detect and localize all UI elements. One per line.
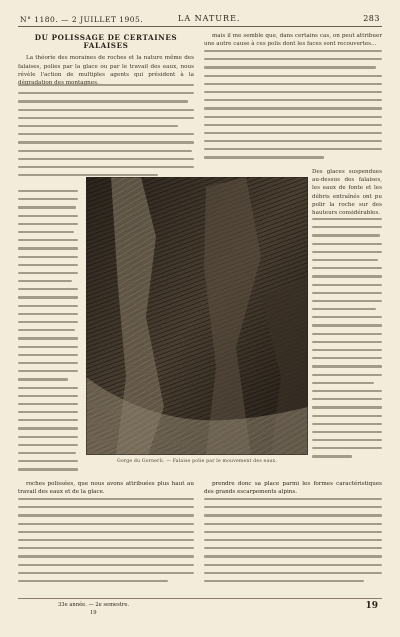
lower-left-paragraph: roches polissées, que nous avons attribuées plus haut au travail des eaux et de la glace. bbox=[18, 481, 194, 496]
page-number: 283 bbox=[363, 14, 380, 23]
page-footer bbox=[18, 598, 382, 619]
right-middle-paragraph: Des glaces suspendues au-dessus des falaises, les eaux de fonte et les débris entraînés ont pu polir la roche sur des hauteurs considérables. bbox=[312, 169, 382, 217]
article-title: DU POLISSAGE DE CERTAINES FALAISES bbox=[34, 33, 178, 51]
journal-page bbox=[18, 10, 382, 632]
falaise-engraving-figure bbox=[86, 177, 308, 464]
lower-left-text-block bbox=[18, 498, 194, 588]
volume-line: 33e année. — 2e semestre. bbox=[58, 602, 130, 608]
journal-name: LA NATURE. bbox=[178, 14, 241, 23]
right-narrow-text-block bbox=[312, 218, 382, 464]
page-header bbox=[18, 10, 382, 27]
right-top-paragraph: mais il me semble que, dans certains cas, on peut attribuer une autre cause à ces polis dont les faces sont recouvertes... bbox=[204, 33, 382, 48]
lower-left-column bbox=[18, 480, 194, 496]
lower-right-column bbox=[204, 480, 382, 496]
footer-page-number: 19 bbox=[365, 601, 378, 611]
body-text-narrow-block bbox=[18, 190, 78, 477]
right-body-text-block bbox=[204, 50, 382, 165]
issue-line: N° 1180. — 2 JUILLET 1905. bbox=[20, 15, 144, 24]
lead-paragraph: La théorie des moraines de roches et la nature même des falaises, polies par la glace ou par le travail des eaux, nous révèle l'action de multiples agents qui président à la bbox=[18, 55, 194, 78]
signature-line: 19 bbox=[90, 610, 97, 616]
cliff-engraving-illustration bbox=[86, 177, 308, 455]
lower-right-text-block bbox=[204, 498, 382, 588]
lower-right-paragraph: prendre donc sa place parmi les formes caractéristiques des grands escarpements alpins. bbox=[204, 481, 382, 496]
body-text-block bbox=[18, 84, 194, 182]
figure-caption: Gorge du Gornerli. — Falaise polie par le mouvement des eaux. bbox=[116, 459, 278, 464]
